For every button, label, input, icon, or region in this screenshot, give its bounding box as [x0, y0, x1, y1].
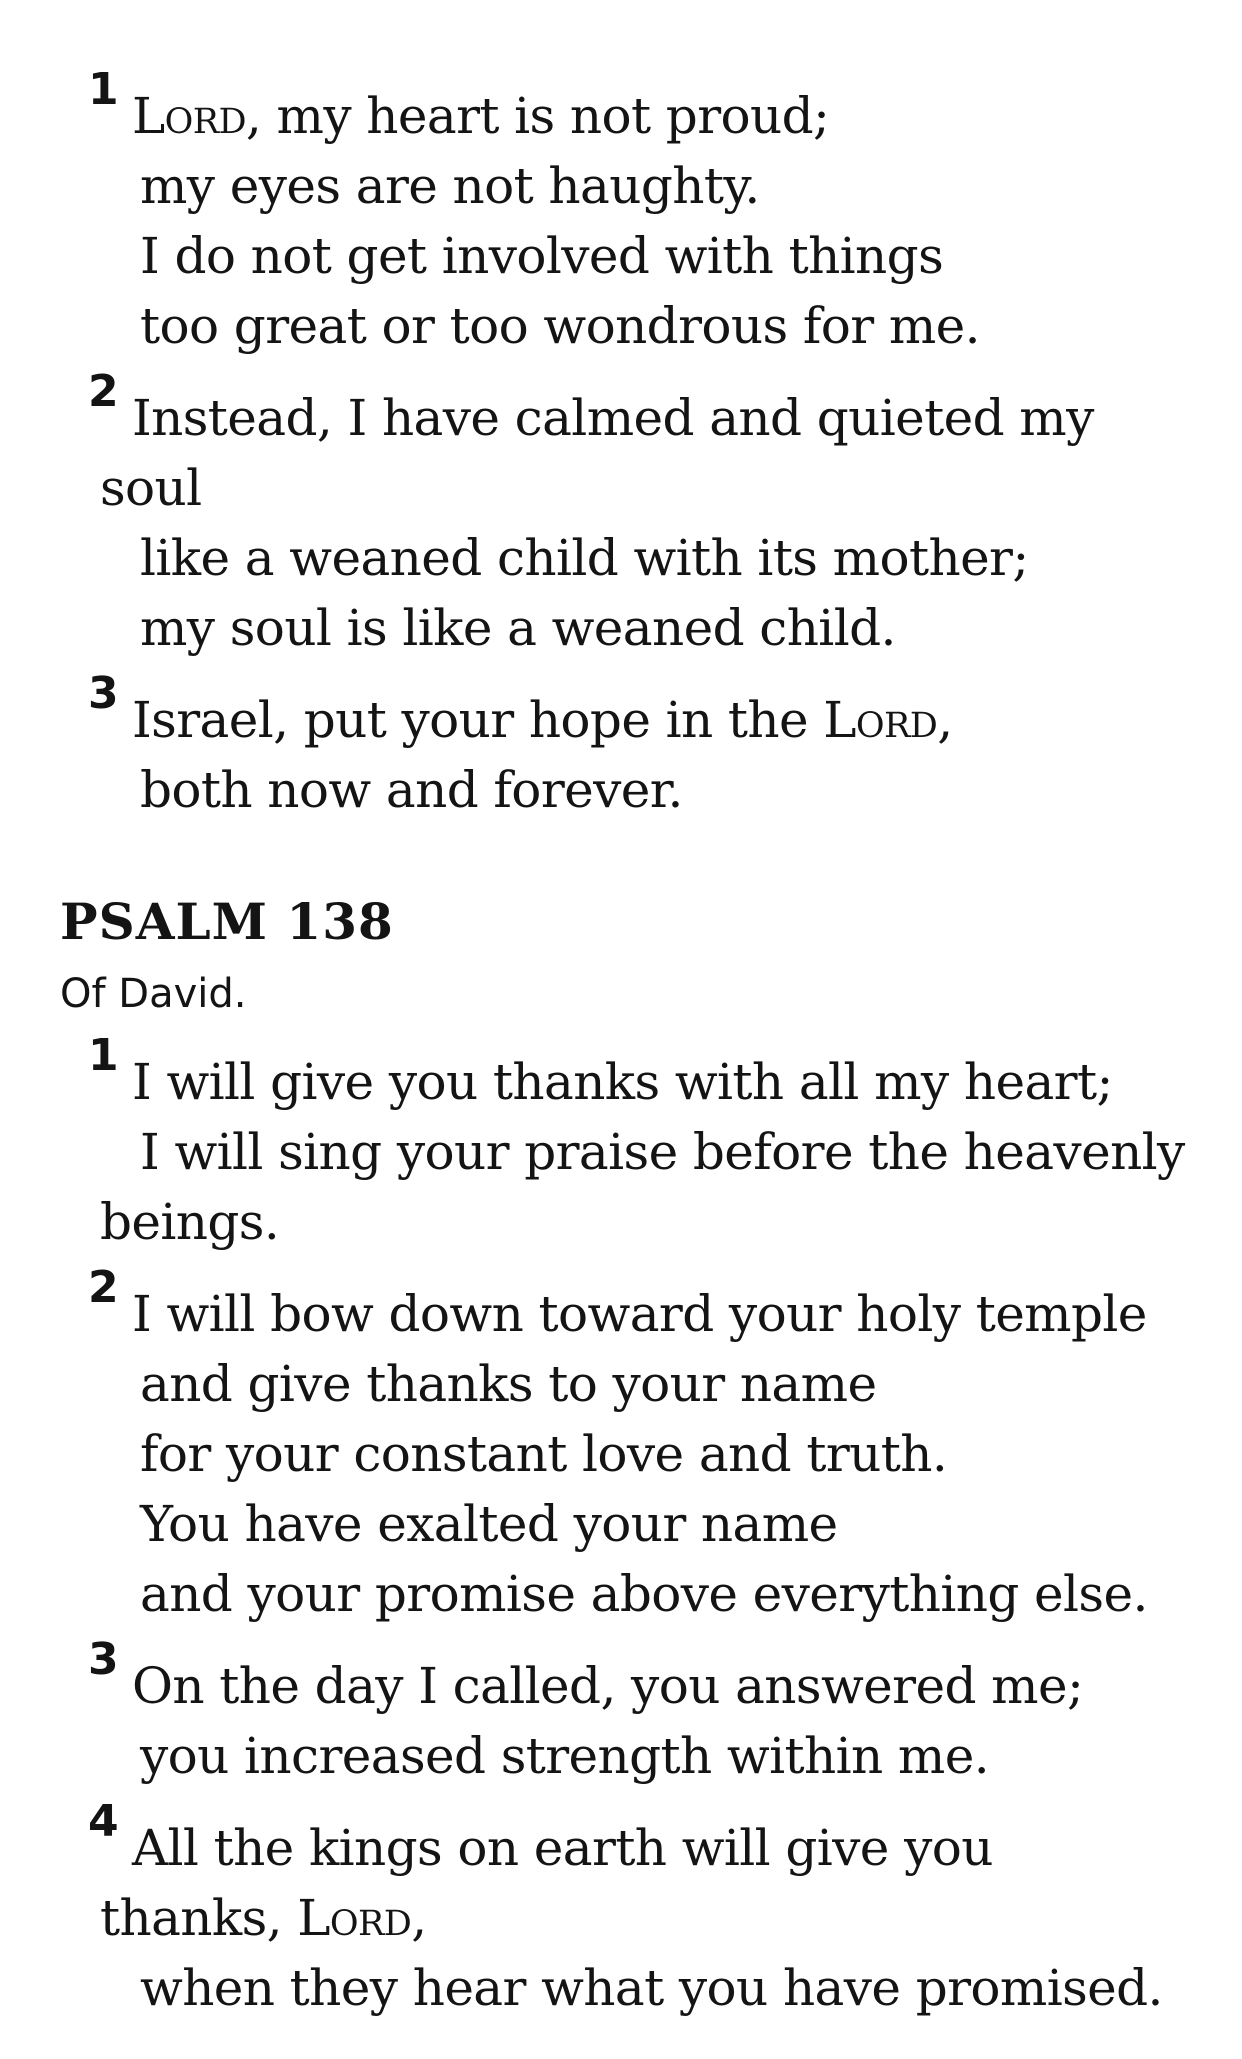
psalm-heading: PSALM 138 [60, 892, 394, 951]
verse-number: 3 [88, 1634, 119, 1685]
verse-line: my soul is like a weaned child. [140, 599, 896, 657]
verse-line: both now and forever. [140, 761, 683, 819]
divine-name: Lord [823, 691, 938, 749]
verse-line: I do not get involved with things [140, 227, 944, 285]
verse-line: and your promise above everything else. [140, 1565, 1148, 1623]
verse-line: You have exalted your name [140, 1495, 838, 1553]
verse-line: On the day I called, you answered me; [132, 1657, 1084, 1715]
verse-line: Lord, my heart is not proud; [132, 87, 830, 145]
verse-line: Israel, put your hope in the Lord, [132, 691, 953, 749]
verse-line: Instead, I have calmed and quieted my [132, 389, 1094, 447]
verse-line: too great or too wondrous for me. [140, 297, 980, 355]
verse-line: like a weaned child with its mother; [140, 529, 1029, 587]
divine-name: Lord [297, 1889, 412, 1947]
verse-number: 2 [88, 366, 119, 417]
verse-line: All the kings on earth will give you [132, 1819, 993, 1877]
verse-line: soul [100, 459, 202, 517]
verse-number: 1 [88, 64, 119, 115]
verse-line: thanks, Lord, [100, 1889, 427, 1947]
verse-line: I will give you thanks with all my heart; [132, 1053, 1113, 1111]
verse-line: I will sing your praise before the heavenly [140, 1123, 1185, 1181]
verse-number: 1 [88, 1030, 119, 1081]
verse-number: 4 [88, 1796, 119, 1847]
verse-line: for your constant love and truth. [140, 1425, 948, 1483]
verse-line: my eyes are not haughty. [140, 157, 760, 215]
divine-name: Lord [132, 87, 246, 145]
verse-line: and give thanks to your name [140, 1355, 877, 1413]
verse-line: beings. [100, 1193, 280, 1251]
psalm-superscription: Of David. [60, 971, 247, 1017]
verse-line: you increased strength within me. [140, 1727, 989, 1785]
verse-line: when they hear what you have promised. [140, 1959, 1163, 2017]
verse-number: 2 [88, 1262, 119, 1313]
verse-line: I will bow down toward your holy temple [132, 1285, 1147, 1343]
verse-number: 3 [88, 668, 119, 719]
